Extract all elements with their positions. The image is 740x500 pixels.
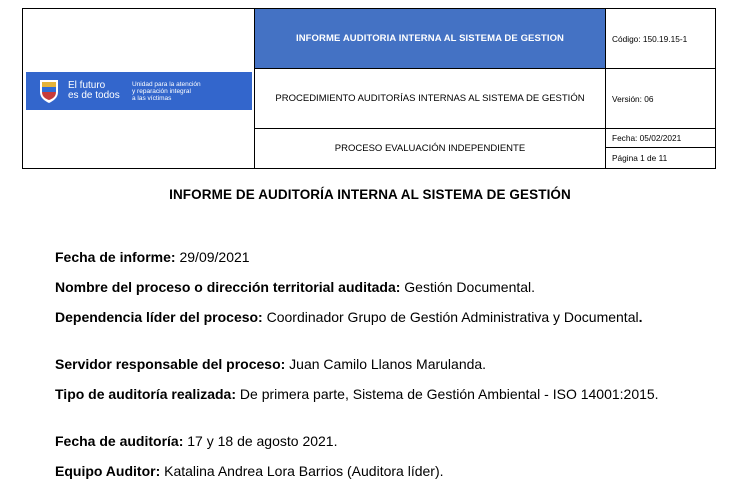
field-value: 17 y 18 de agosto 2021. (183, 433, 338, 449)
field-audit-type (55, 386, 683, 403)
header-center-column (255, 9, 606, 168)
document-header-table (22, 8, 716, 169)
field-value: Gestión Documental. (400, 279, 536, 295)
header-meta-column (606, 9, 715, 168)
header-date: Fecha: 05/02/2021 (606, 129, 715, 148)
logo-unit-line3: a las víctimas (132, 94, 172, 102)
logo-cell (23, 9, 255, 168)
field-report-date (55, 249, 683, 266)
field-value: 29/09/2021 (175, 249, 250, 265)
header-page-number: Página 1 de 11 (612, 153, 668, 163)
institution-logo (26, 72, 252, 110)
field-value: Coordinador Grupo de Gestión Administrativa y Documental (262, 309, 639, 325)
field-label: Servidor responsable del proceso: (55, 356, 286, 372)
field-label: Equipo Auditor: (55, 463, 161, 479)
field-audit-date (55, 433, 683, 450)
field-value: Juan Camilo Llanos Marulanda. (285, 356, 487, 372)
coat-of-arms-icon (38, 78, 60, 104)
header-process: PROCESO EVALUACIÓN INDEPENDIENTE (334, 143, 526, 154)
logo-unit-line1: Unidad para la atención (132, 80, 201, 88)
header-code: Código: 150.19.15-1 (606, 9, 715, 69)
logo-slogan-line1: El futuro (68, 80, 106, 91)
field-label: Dependencia líder del proceso: (55, 309, 263, 325)
field-audit-team (55, 463, 683, 480)
logo-slogan (68, 81, 130, 101)
document-title: INFORME DE AUDITORÍA INTERNA AL SISTEMA DE GESTIÓN (169, 187, 571, 202)
header-title-band: INFORME AUDITORIA INTERNA AL SISTEMA DE GESTION (255, 9, 605, 69)
field-lead-dependency (55, 309, 683, 326)
header-procedure: PROCEDIMIENTO AUDITORÍAS INTERNAS AL SISTEMA DE GESTIÓN (255, 69, 605, 129)
field-value: De primera parte, Sistema de Gestión Ambiental - ISO 14001:2015. (236, 386, 659, 402)
field-label: Tipo de auditoría realizada: (55, 386, 237, 402)
field-label: Nombre del proceso o dirección territorial auditada: (55, 279, 401, 295)
header-version: Versión: 06 (606, 69, 715, 129)
field-value: Katalina Andrea Lora Barrios (Auditora líder). (160, 463, 444, 479)
field-label: Fecha de auditoría: (55, 433, 184, 449)
field-process-name (55, 279, 683, 296)
logo-unit-line2: y reparación integral (132, 87, 191, 95)
field-responsible-servant (55, 356, 683, 373)
logo-slogan-line2: es de todos (68, 90, 120, 101)
field-suffix: . (638, 309, 643, 325)
logo-unit-name (132, 81, 242, 102)
field-label: Fecha de informe: (55, 249, 176, 265)
